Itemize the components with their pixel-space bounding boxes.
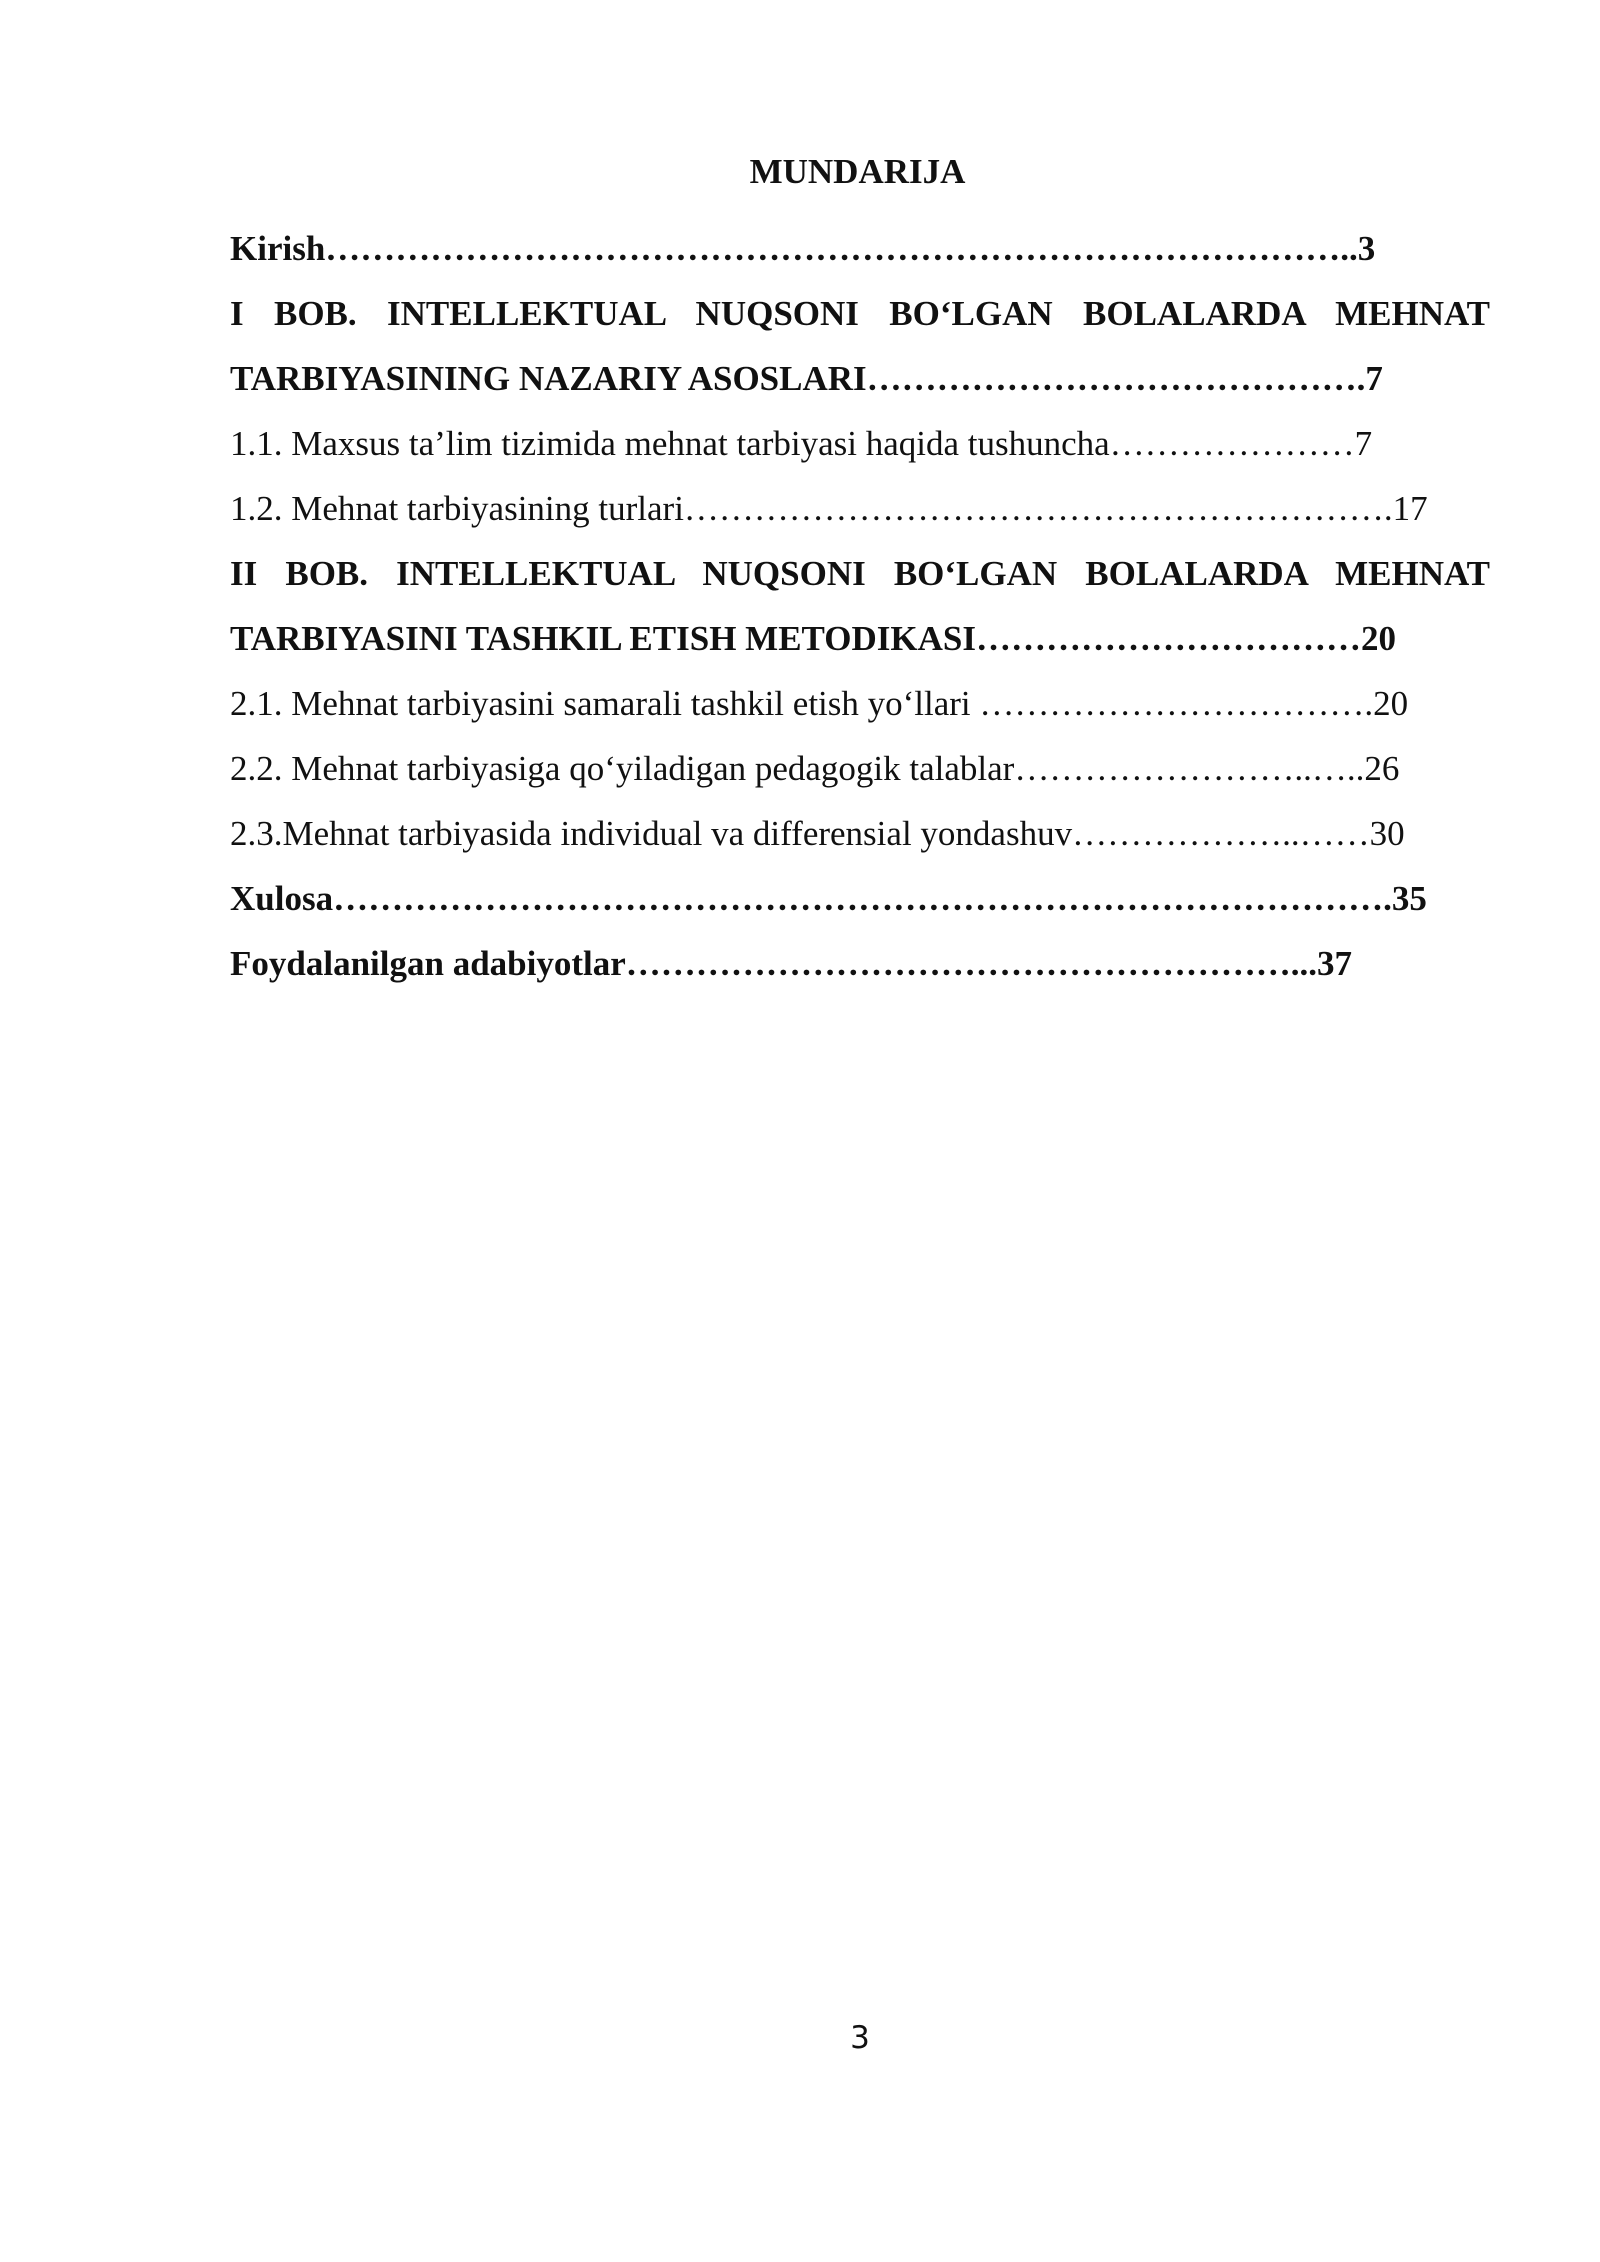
toc-entry-chapter-1-line-2: TARBIYASINING NAZARIY ASOSLARI…………………………………….7 <box>230 359 1383 398</box>
toc-entry-kirish: Kirish……………………………………………………………………………..3 <box>230 229 1376 268</box>
toc-entry-section-2-1: 2.1. Mehnat tarbiyasini samarali tashkil etish yo‘llari …………………………….20 <box>230 684 1409 723</box>
toc-entry-xulosa: Xulosa……………………………………………………………………………….35 <box>230 879 1427 918</box>
toc-entry-adabiyotlar: Foydalanilgan adabiyotlar…………………………………………………...37 <box>230 944 1353 983</box>
toc-entry-chapter-2-line-1: II BOB. INTELLEKTUAL NUQSONI BO‘LGAN BOLALARDA MEHNAT <box>230 554 1490 593</box>
toc-entry-chapter-2-line-2: TARBIYASINI TASHKIL ETISH METODIKASI……………………………20 <box>230 619 1396 658</box>
toc-entry-section-1-1: 1.1. Maxsus ta’lim tizimida mehnat tarbiyasi haqida tushuncha…………………7 <box>230 424 1373 463</box>
toc-entry-chapter-1-line-1: I BOB. INTELLEKTUAL NUQSONI BO‘LGAN BOLALARDA MEHNAT <box>230 294 1490 333</box>
table-of-contents <box>230 216 1490 996</box>
toc-entry-section-2-3: 2.3.Mehnat tarbiyasida individual va differensial yondashuv………………..……30 <box>230 814 1405 853</box>
toc-entry-section-2-2: 2.2. Mehnat tarbiyasiga qo‘yiladigan pedagogik talablar……………………..…..26 <box>230 749 1400 788</box>
toc-entry-section-1-2: 1.2. Mehnat tarbiyasining turlari…………………………………………………….17 <box>230 489 1428 528</box>
page-number: 3 <box>850 2020 870 2056</box>
toc-title: MUNDARIJA <box>749 152 966 191</box>
